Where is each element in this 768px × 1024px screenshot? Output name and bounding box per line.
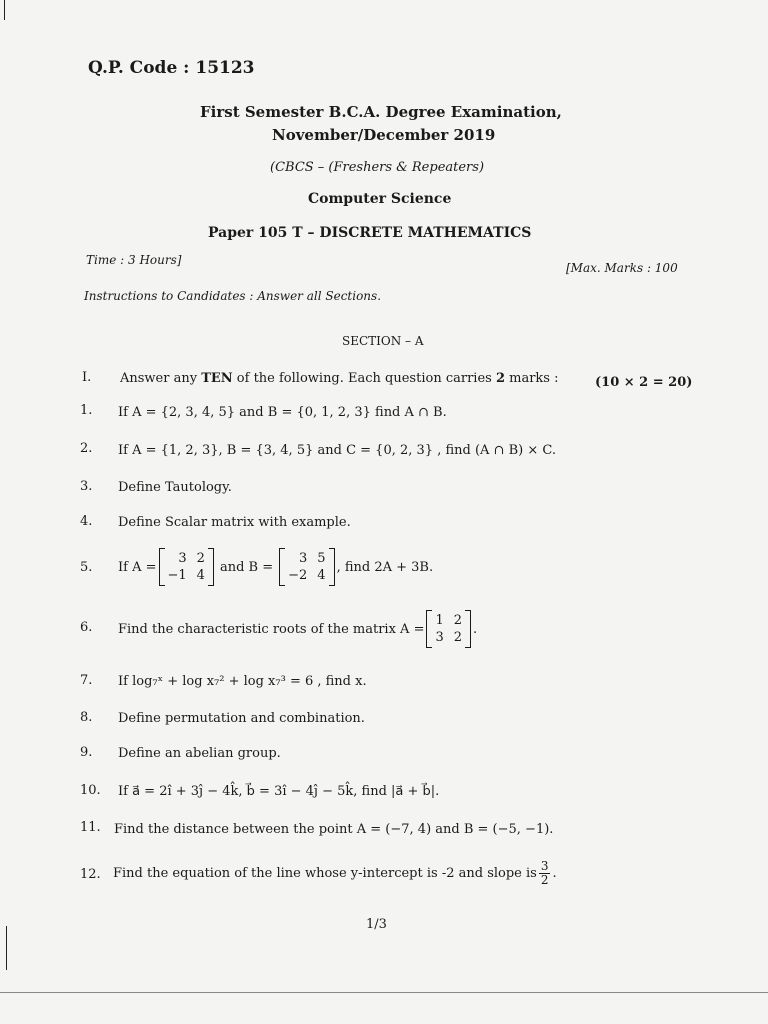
question-number: 9. (80, 745, 93, 760)
fraction-numerator: 3 (540, 859, 549, 873)
instruction-text-mid: of the following. Each question carries (232, 371, 496, 386)
matrix-cell: 1 (435, 613, 444, 628)
question-text: If A = {1, 2, 3}, B = {3, 4, 5} and C = {0, 2, 3} , find (A ∩ B) × C. (118, 443, 556, 458)
question-number: 1. (80, 403, 93, 418)
q5-mid: and B = (219, 559, 274, 575)
matrix-cell: 5 (317, 551, 326, 566)
question-number: 11. (80, 820, 101, 835)
question-text-matrices (118, 548, 433, 586)
page-number: 1/3 (366, 917, 387, 932)
question-number: 6. (80, 620, 93, 635)
matrix-a (426, 610, 471, 648)
matrix-cell: −2 (288, 568, 308, 583)
subject-title: Computer Science (308, 191, 452, 207)
question-number: 4. (80, 514, 93, 529)
instructions: Instructions to Candidates : Answer all Sections. (84, 289, 382, 303)
exam-title-line1: First Semester B.C.A. Degree Examination, (200, 103, 562, 121)
exam-title-line2: November/December 2019 (272, 126, 496, 144)
question-number: 2. (80, 441, 93, 456)
page-bottom-edge (0, 992, 768, 993)
section-title: SECTION – A (342, 334, 424, 348)
question-text: Define permutation and combination. (118, 711, 365, 726)
matrix-cell: 2 (453, 630, 463, 645)
matrix-cell: 2 (196, 551, 205, 566)
section-instruction (120, 371, 558, 386)
matrix-cell: 3 (435, 630, 444, 645)
q5-pre: If A = (118, 559, 157, 575)
matrix-cell: 3 (299, 551, 308, 566)
question-text: If log₇ˣ + log x₇² + log x₇³ = 6 , find x. (118, 674, 367, 689)
paper-title: Paper 105 T – DISCRETE MATHEMATICS (208, 225, 532, 241)
exam-scheme: (CBCS – (Freshers & Repeaters) (270, 160, 485, 175)
question-text: Define Scalar matrix with example. (118, 515, 351, 530)
question-number: 7. (80, 673, 93, 688)
q12-pre: Find the equation of the line whose y-intercept is -2 and slope is (113, 866, 537, 882)
fraction (539, 860, 551, 887)
question-text: If a⃗ = 2î + 3ĵ − 4k̂, b⃗ = 3î − 4ĵ − 5k̂, find |a⃗ + b⃗|. (118, 784, 440, 799)
question-text: Define Tautology. (118, 480, 232, 495)
matrix-bracket-right (208, 548, 214, 586)
matrix-cell: 2 (453, 613, 463, 628)
max-marks-label: [Max. Marks : 100 (566, 261, 678, 275)
question-text-matrix (118, 610, 477, 648)
question-number: 10. (80, 783, 101, 798)
q6-post: . (473, 621, 478, 637)
matrix-b (279, 548, 334, 586)
question-text-fraction (113, 860, 557, 887)
question-number: 5. (80, 560, 93, 575)
instruction-text-two: 2 (495, 371, 505, 386)
matrix-bracket-right (465, 610, 471, 648)
matrix-bracket-right (329, 548, 335, 586)
instruction-text-ten: TEN (201, 371, 233, 386)
q5-post: , find 2A + 3B. (336, 559, 434, 575)
scan-edge-mark-bottom (6, 926, 7, 970)
matrix-cell: 4 (317, 568, 326, 583)
q6-pre: Find the characteristic roots of the matrix A = (118, 621, 425, 637)
matrix-cell: −1 (167, 568, 187, 583)
section-marks: (10 × 2 = 20) (595, 375, 693, 390)
matrix-cell: 4 (196, 568, 205, 583)
instruction-text-pre: Answer any (120, 371, 202, 386)
fraction-denominator: 2 (540, 873, 549, 888)
qp-code: Q.P. Code : 15123 (88, 58, 255, 78)
time-label: Time : 3 Hours] (86, 253, 182, 267)
question-number: 3. (80, 479, 93, 494)
q12-post: . (552, 866, 557, 882)
question-text: If A = {2, 3, 4, 5} and B = {0, 1, 2, 3} find A ∩ B. (118, 405, 447, 420)
section-roman: I. (82, 370, 92, 385)
scan-edge-mark-top (4, 0, 5, 20)
question-text: Find the distance between the point A = (−7, 4) and B = (−5, −1). (114, 822, 554, 837)
question-number: 12. (80, 867, 101, 882)
matrix-cell: 3 (178, 551, 187, 566)
instruction-text-post: marks : (504, 371, 559, 386)
question-number: 8. (80, 710, 93, 725)
question-text: Define an abelian group. (118, 746, 281, 761)
matrix-a (159, 548, 214, 586)
